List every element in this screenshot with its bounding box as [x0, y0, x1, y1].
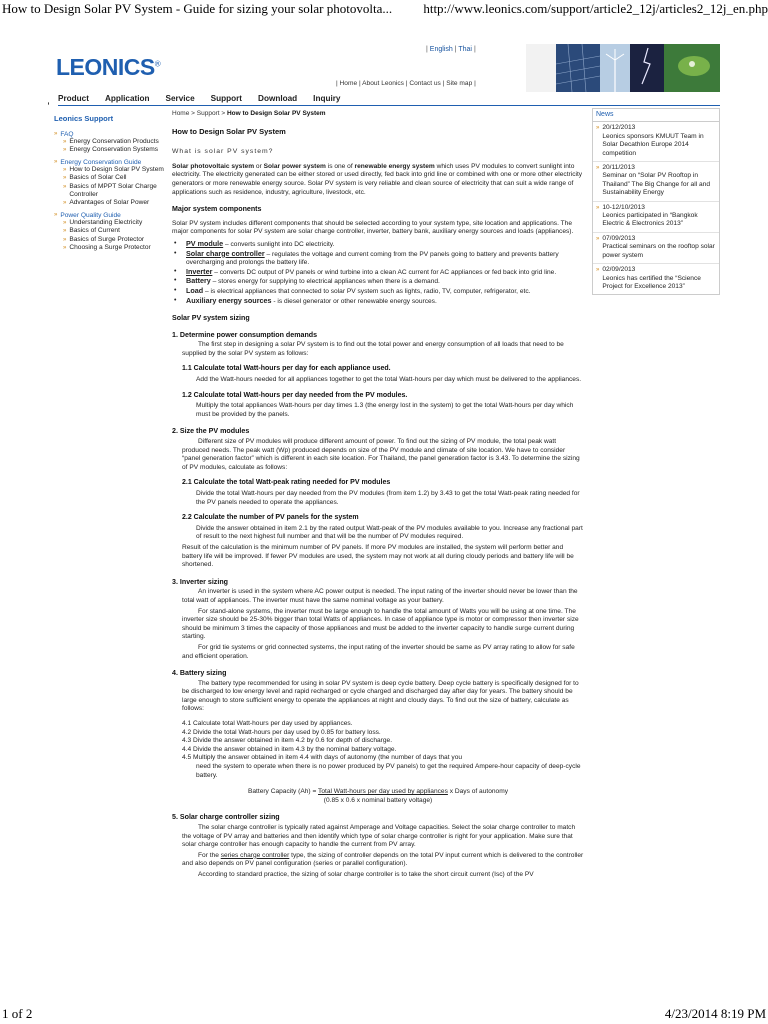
- main-navigation: [58, 94, 340, 103]
- battery-step: 4.4 Divide the answer obtained in item 4.3 by the nominal battery voltage.: [182, 745, 397, 753]
- news-title: News: [593, 109, 719, 122]
- sidebar-item-design-solar-pv[interactable]: » How to Design Solar PV System: [63, 165, 164, 173]
- bullet-icon: »: [63, 245, 67, 252]
- news-item[interactable]: » 20/11/2013 Seminar on “Solar PV Rooftop in Thailand” The Big Change for all and Sustainability Energy: [593, 162, 719, 202]
- news-item[interactable]: » 07/09/2013 Practical seminars on the rooftop solar power system: [593, 233, 719, 264]
- nav-product[interactable]: Product: [58, 94, 89, 103]
- battery-step: 4.2 Divide the total Watt-hours per day used by 0.85 for battery loss.: [182, 728, 381, 736]
- subheading-1-2: 1.2 Calculate total Watt-hours per day needed from the PV modules.: [182, 391, 408, 399]
- battery-steps: [182, 720, 584, 780]
- inverter-paragraph-2: For stand-alone systems, the inverter must be large enough to handle the total amount of Watts you will be using at one time. The inverter size should be 25-30% bigger than total Watts of appliances. In case of appliance type is motor or compressor then inverter size should be minimum 3 times the capacity of those appliances and must be added to the inverter capacity to handle surge current during starting.: [182, 607, 579, 641]
- sidebar: [54, 114, 166, 252]
- sidebar-item-choosing-surge-protector[interactable]: » Choosing a Surge Protector: [63, 244, 151, 252]
- list-item: • Auxiliary energy sources - is diesel generator or other renewable energy sources.: [174, 295, 437, 305]
- section-heading-major-components: Major system components: [172, 205, 262, 214]
- bullet-icon: »: [63, 175, 67, 182]
- language-switcher: | English | Thai |: [426, 46, 476, 53]
- header-banner-image: [526, 44, 720, 92]
- print-page-url: http://www.leonics.com/support/article2_12j/articles2_12j_en.php: [423, 1, 768, 16]
- language-english-link[interactable]: English: [429, 46, 453, 53]
- subheading-1-1: 1.1 Calculate total Watt-hours per day for each appliance used.: [182, 365, 391, 373]
- nav-service[interactable]: Service: [165, 94, 195, 103]
- battery-step-continued: need the system to operate when there is no power produced by PV panels) to get the required Ampere-hour capacity of deep-cycle battery.: [196, 763, 581, 779]
- charge-controller-paragraph-3: According to standard practice, the sizing of solar charge controller is to take the short circuit current (Isc) of the PV: [198, 870, 534, 878]
- step-1-1-paragraph: Add the Watt-hours needed for all appliances together to get the total Watt-hours per day which must be delivered to the appliances.: [196, 376, 582, 384]
- breadcrumb-home[interactable]: Home: [172, 110, 190, 117]
- charge-controller-paragraph-1: The solar charge controller is typically rated against Amperage and Voltage capacities. Select the solar charge controller to match the voltage of PV array and batteries and then identify which type of solar charge controller is right for your application. Make sure that solar charge controller has enough capacity to handle the current from PV array.: [182, 824, 576, 849]
- sidebar-item-advantages-solar[interactable]: » Advantages of Solar Power: [63, 199, 150, 207]
- section-heading-step-2: 2. Size the PV modules: [172, 427, 250, 436]
- subheading-2-1: 2.1 Calculate the total Watt-peak rating needed for PV modules: [182, 479, 391, 487]
- leonics-logo[interactable]: LEONICS®: [56, 54, 161, 80]
- battery-step: 4.1 Calculate total Watt-hours per day used by appliances.: [182, 720, 353, 728]
- nav-divider: [58, 105, 720, 106]
- sidebar-title: Leonics Support: [54, 114, 114, 123]
- sidebar-item-energy-conservation-products[interactable]: » Energy Conservation Products: [63, 138, 159, 145]
- bullet-icon: »: [596, 125, 600, 132]
- list-item: • Battery – stores energy for supplying to electrical appliances when there is a demand.: [174, 276, 440, 286]
- sidebar-item-energy-conservation-systems[interactable]: » Energy Conservation Systems: [63, 146, 159, 154]
- bullet-icon: »: [63, 236, 67, 243]
- sidebar-section-faq[interactable]: » FAQ: [54, 131, 74, 138]
- subheading-2-2: 2.2 Calculate the number of PV panels for the system: [182, 514, 359, 522]
- nav-application[interactable]: Application: [104, 94, 150, 103]
- step-2-paragraph: Different size of PV modules will produce different amount of power. To find out the sizing of PV module, the total peak watt produced needs. The peak watt (Wp) produced depends on size of the PV module and climate of site location. We have to consider “panel generation factor” which is different in each site location. For Thailand, the panel generation factor is 3.43. To determine the sizing of PV modules, calculate as follows:: [182, 438, 580, 471]
- step-2-result-paragraph: Result of the calculation is the minimum number of PV panels. If more PV modules are installed, the system will perform better and battery life will be improved. If fewer PV modules are used, the system may not work at all during cloudy periods and battery life will be shortened.: [182, 543, 574, 569]
- bullet-icon: »: [596, 267, 600, 274]
- section-heading-step-4: 4. Battery sizing: [172, 669, 227, 678]
- major-components-paragraph: Solar PV system includes different components that should be selected according to your system type, site location and applications. The major components for solar PV system are solar charge controller, inverter, battery bank, auxiliary energy sources and loads (appliances).: [172, 219, 574, 236]
- intro-paragraph: Solar photovoltaic system or Solar power system is one of renewable energy system which uses PV modules to convert sunlight into electricity. The electricity generated can be either stored or used directly, fed back into grid line or combined with one or more other electricity generators or more renewable energy source. Solar PV system is very reliable and clean source of electricity that can suit a wide range of applications such as residence, industry, agriculture, livestock, etc.: [172, 162, 583, 196]
- components-list: [172, 240, 584, 306]
- breadcrumb-current: How to Design Solar PV System: [226, 110, 326, 117]
- battery-paragraph: The battery type recommended for using in solar PV system is deep cycle battery. Deep cycle battery is specifically designed for to be discharged to low energy level and rapid recharged or cycle charged and discharged day after day for years. The battery should be large enough to store sufficient energy to operate the appliances at night and cloudy days. To find out the size of battery, calculate as follows:: [182, 679, 579, 713]
- section-heading-sizing: Solar PV system sizing: [172, 314, 250, 323]
- sidebar-item-basics-mppt[interactable]: » Basics of MPPT Solar Charge Controller: [63, 182, 157, 199]
- breadcrumb: Home > Support > How to Design Solar PV System: [172, 110, 326, 117]
- main-content: [172, 110, 584, 880]
- page-title: How to Design Solar PV System: [172, 126, 286, 136]
- bullet-icon: »: [54, 131, 58, 137]
- sidebar-item-basics-current[interactable]: » Basics of Current: [63, 227, 120, 235]
- sidebar-item-basics-solar-cell[interactable]: » Basics of Solar Cell: [63, 174, 127, 182]
- section-heading-step-3: 3. Inverter sizing: [172, 577, 228, 586]
- step-1-paragraph: The first step in designing a solar PV system is to find out the total power and energy consumption of all loads that need to be supplied by the solar PV system as follows:: [182, 341, 564, 357]
- section-heading-step-1: 1. Determine power consumption demands: [172, 330, 318, 339]
- bullet-icon: »: [54, 211, 58, 218]
- bullet-icon: »: [63, 219, 67, 226]
- news-item[interactable]: » 10-12/10/2013 Leonics participated in “Bangkok Electric & Electronics 2013”: [593, 202, 719, 233]
- bullet-icon: »: [63, 166, 67, 173]
- print-page-number: 1 of 2: [2, 1006, 33, 1021]
- bullet-icon: »: [596, 165, 600, 172]
- step-2-1-paragraph: Divide the total Watt-hours per day needed from the PV modules (from item 1.2) by 3.43 to get the total Watt-peak rating needed for the PV panels needed to operate the appliances.: [196, 490, 580, 506]
- sidebar-item-basics-surge-protector[interactable]: » Basics of Surge Protector: [63, 235, 145, 243]
- print-datetime: 4/23/2014 8:19 PM: [664, 1006, 766, 1021]
- bullet-icon: »: [63, 200, 67, 207]
- sidebar-section-power-quality-guide[interactable]: » Power Quality Guide: [54, 211, 121, 219]
- battery-step: 4.5 Multiply the answer obtained in item 4.4 with days of autonomy (the number of days that you: [182, 754, 463, 762]
- sidebar-section-energy-conservation-guide[interactable]: » Energy Conservation Guide: [54, 158, 142, 166]
- nav-support[interactable]: Support: [210, 94, 243, 103]
- print-page-title: How to Design Solar PV System - Guide for sizing your solar photovolta...: [2, 1, 393, 16]
- list-item: • Load – is electrical appliances that connected to solar PV system such as lights, radio, TV, computer, refrigerator, etc.: [174, 285, 531, 295]
- print-footer: [0, 1006, 768, 1024]
- breadcrumb-support[interactable]: Support: [196, 110, 220, 117]
- language-thai-link[interactable]: Thai: [458, 46, 472, 53]
- step-1-2-paragraph: Multiply the total appliances Watt-hours per day times 1.3 (the energy lost in the system) to get the total Watt-hours per day which must be provided by the panels.: [196, 402, 574, 418]
- bullet-icon: »: [63, 139, 67, 145]
- bullet-icon: »: [596, 204, 600, 211]
- section-heading-step-5: 5. Solar charge controller sizing: [172, 813, 280, 822]
- list-item: • Inverter – converts DC output of PV panels or wind turbine into a clean AC current for AC appliances or fed back into grid line.: [174, 266, 557, 276]
- top-links[interactable]: | Home | About Leonics | Contact us | Site map |: [336, 80, 476, 87]
- sidebar-item-understanding-electricity[interactable]: » Understanding Electricity: [63, 218, 143, 226]
- inverter-paragraph-3: For grid tie systems or grid connected systems, the input rating of the inverter should be same as PV array rating to allow for safe and efficient operation.: [182, 643, 575, 660]
- bullet-icon: »: [596, 235, 600, 242]
- news-panel: [592, 108, 720, 295]
- list-item: • PV module – converts sunlight into DC electricity.: [174, 238, 335, 248]
- charge-controller-paragraph-2: For the series charge controller type, the sizing of controller depends on the total PV input current which is delivered to the controller and also depends on PV panel configuration (series or parallel configuration).: [182, 851, 584, 868]
- bullet-icon: »: [63, 147, 67, 154]
- news-item[interactable]: » 20/12/2013 Leonics sponsors KMUUT Team in Solar Decathlon Europe 2014 competition: [593, 122, 719, 162]
- nav-download[interactable]: Download: [258, 94, 298, 103]
- nav-marker-dot: [48, 102, 49, 105]
- bullet-icon: »: [63, 228, 67, 235]
- nav-inquiry[interactable]: Inquiry: [313, 94, 341, 103]
- bullet-icon: »: [54, 158, 58, 165]
- section-heading-what-is: What is solar PV system?: [172, 148, 274, 156]
- web-page: [48, 40, 720, 982]
- bullet-icon: »: [63, 183, 67, 190]
- news-item[interactable]: » 02/09/2013 Leonics has certified the “Science Project for Excellence 2013”: [596, 266, 701, 290]
- battery-step: 4.3 Divide the answer obtained in item 4.2 by 0.6 for depth of discharge.: [182, 737, 393, 745]
- print-header: [0, 0, 768, 18]
- battery-capacity-formula: Battery Capacity (Ah) = Total Watt-hours per day used by appliances x Days of autonomy (0.85 x 0.6 x nominal battery voltage): [247, 788, 509, 804]
- list-item: • Solar charge controller – regulates the voltage and current coming from the PV panels going to battery and prevents battery overcharging and prolongs the battery life.: [174, 248, 559, 267]
- step-2-2-paragraph: Divide the answer obtained in item 2.1 by the rated output Watt-peak of the PV modules available to you. Increase any fractional part of result to the next highest full number and that will be the number of PV modules required.: [196, 524, 583, 541]
- inverter-paragraph-1: An inverter is used in the system where AC power output is needed. The input rating of the inverter should never be lower than the total watt of appliances. The inverter must have the same nominal voltage as your battery.: [182, 588, 578, 604]
